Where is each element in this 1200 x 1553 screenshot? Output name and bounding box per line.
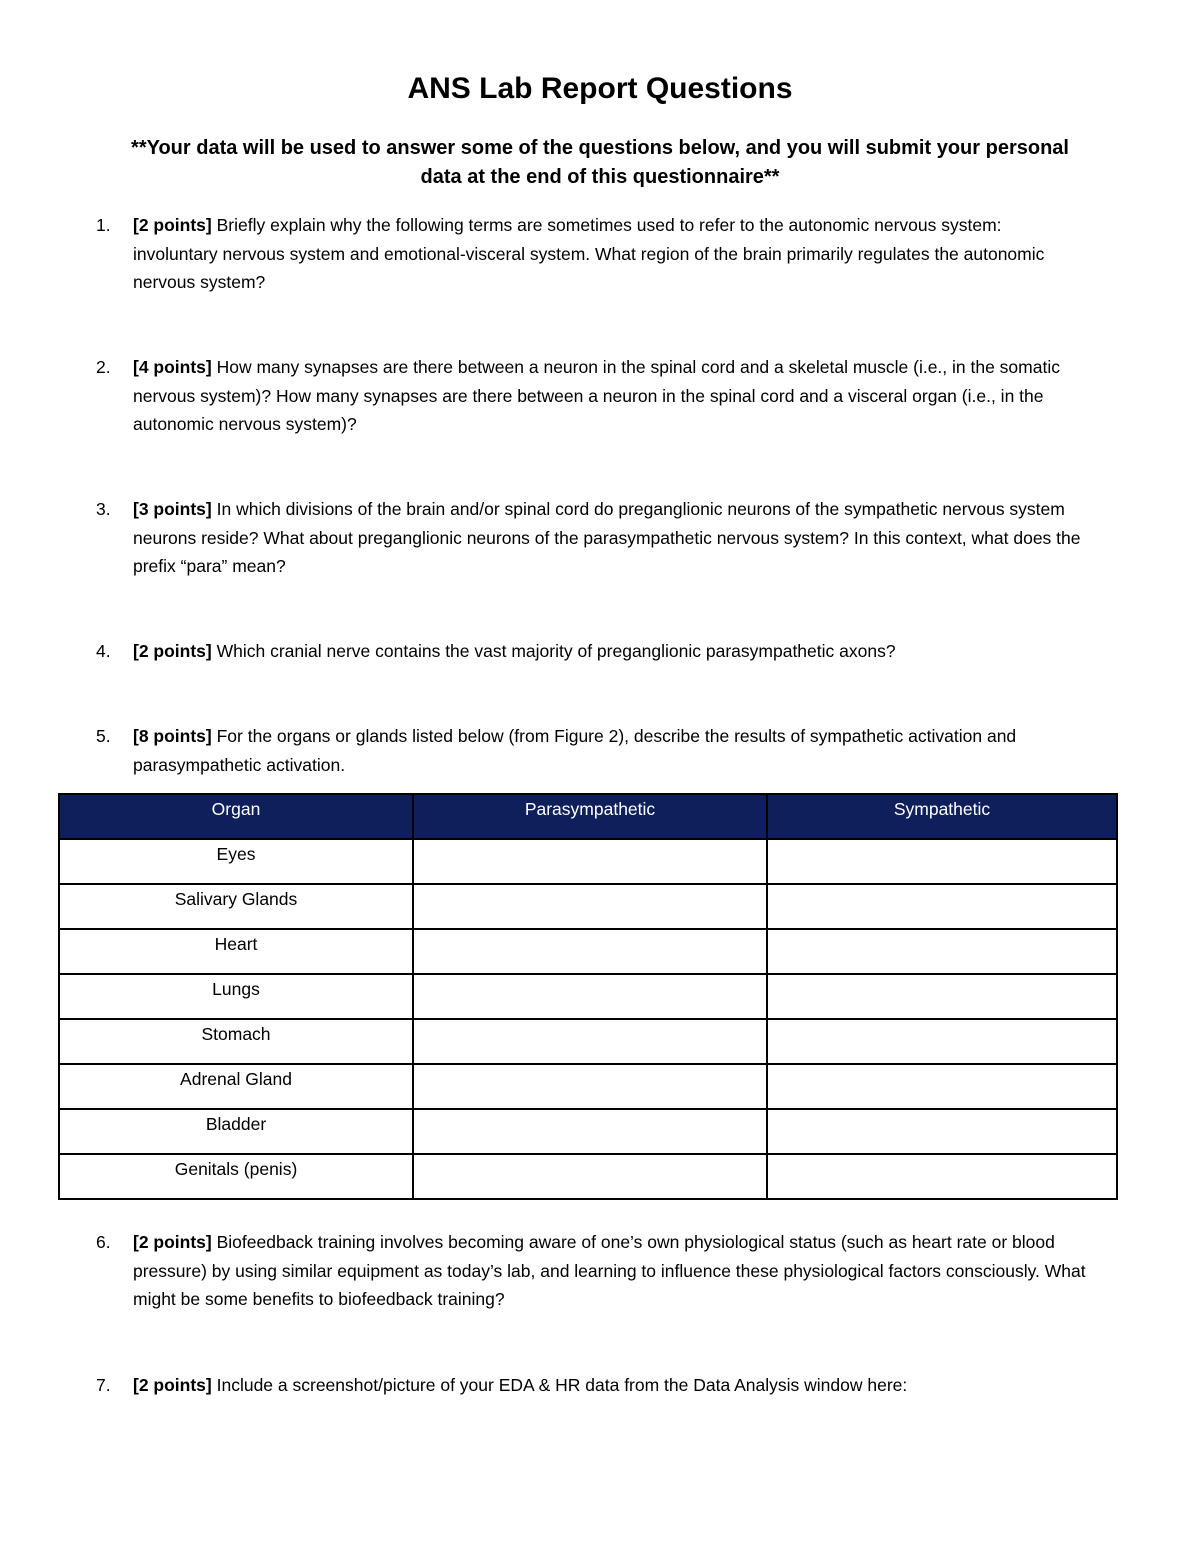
table-header-row [59, 794, 1117, 839]
question-number: 1. [96, 215, 111, 235]
question-points: [3 points] [133, 499, 212, 519]
question-points: [4 points] [133, 357, 212, 377]
organ-cell: Heart [59, 929, 413, 974]
parasympathetic-cell[interactable] [413, 1064, 767, 1109]
organ-cell: Adrenal Gland [59, 1064, 413, 1109]
table-row [59, 929, 1117, 974]
table-row [59, 1064, 1117, 1109]
parasympathetic-cell[interactable] [413, 1109, 767, 1154]
question-number: 5. [96, 726, 111, 746]
question-number: 3. [96, 499, 111, 519]
column-header-parasympathetic: Parasympathetic [413, 794, 767, 839]
table-row [59, 1019, 1117, 1064]
question-text: How many synapses are there between a neuron in the spinal cord and a skeletal muscle (i.e., in the somatic nervous system)? How many synapses are there between a neuron in the spinal cord and a visceral organ (i.e., in the autonomic nervous system)? [133, 357, 1060, 434]
table-row [59, 1154, 1117, 1199]
question-text: For the organs or glands listed below (from Figure 2), describe the results of sympathetic activation and parasympathetic activation. [133, 726, 1017, 775]
page-title: ANS Lab Report Questions [407, 72, 793, 105]
organ-response-table [58, 793, 1118, 1200]
sympathetic-cell[interactable] [767, 1064, 1117, 1109]
question-number: 6. [96, 1232, 111, 1252]
sympathetic-cell[interactable] [767, 1019, 1117, 1064]
table-row [59, 884, 1117, 929]
question-number: 2. [96, 357, 111, 377]
question-text: Biofeedback training involves becoming aware of one’s own physiological status (such as heart rate or blood pressure) by using similar equipment as today’s lab, and learning to influence these physiological factors consciously. What might be some benefits to biofeedback training? [133, 1232, 1086, 1309]
question-4 [96, 637, 1086, 666]
table-row [59, 1109, 1117, 1154]
question-text: Which cranial nerve contains the vast majority of preganglionic parasympathetic axons? [211, 641, 896, 661]
question-text: In which divisions of the brain and/or spinal cord do preganglionic neurons of the sympathetic nervous system neurons reside? What about preganglionic neurons of the parasympathetic nervous system? In this context, what does the prefix “para” mean? [133, 499, 1081, 576]
organ-cell: Salivary Glands [59, 884, 413, 929]
question-points: [2 points] [133, 215, 212, 235]
question-number: 4. [96, 641, 111, 661]
page-subtitle: **Your data will be used to answer some of the questions below, and you will submit your personal data at the end of this questionnaire** [131, 137, 1069, 188]
question-5 [96, 722, 1086, 779]
organ-cell: Lungs [59, 974, 413, 1019]
question-points: [8 points] [133, 726, 212, 746]
question-points: [2 points] [133, 641, 212, 661]
question-points: [2 points] [133, 1375, 212, 1395]
table-row [59, 839, 1117, 884]
question-7 [96, 1371, 1086, 1400]
question-points: [2 points] [133, 1232, 212, 1252]
sympathetic-cell[interactable] [767, 839, 1117, 884]
question-text: Include a screenshot/picture of your EDA & HR data from the Data Analysis window here: [211, 1375, 908, 1395]
question-3 [96, 495, 1086, 581]
organ-cell: Stomach [59, 1019, 413, 1064]
parasympathetic-cell[interactable] [413, 839, 767, 884]
parasympathetic-cell[interactable] [413, 1154, 767, 1199]
column-header-organ: Organ [59, 794, 413, 839]
column-header-sympathetic: Sympathetic [767, 794, 1117, 839]
question-number: 7. [96, 1375, 111, 1395]
organ-cell: Eyes [59, 839, 413, 884]
organ-cell: Genitals (penis) [59, 1154, 413, 1199]
organ-cell: Bladder [59, 1109, 413, 1154]
parasympathetic-cell[interactable] [413, 974, 767, 1019]
question-6 [96, 1228, 1086, 1314]
table-row [59, 974, 1117, 1019]
question-1 [96, 211, 1086, 297]
question-text: Briefly explain why the following terms are sometimes used to refer to the autonomic nervous system: involuntary nervous system and emotional-visceral system. What region of the brain primarily regulates the autonomic nervous system? [133, 215, 1045, 292]
question-2 [96, 353, 1086, 439]
parasympathetic-cell[interactable] [413, 884, 767, 929]
sympathetic-cell[interactable] [767, 1154, 1117, 1199]
sympathetic-cell[interactable] [767, 974, 1117, 1019]
parasympathetic-cell[interactable] [413, 1019, 767, 1064]
sympathetic-cell[interactable] [767, 929, 1117, 974]
sympathetic-cell[interactable] [767, 884, 1117, 929]
sympathetic-cell[interactable] [767, 1109, 1117, 1154]
parasympathetic-cell[interactable] [413, 929, 767, 974]
